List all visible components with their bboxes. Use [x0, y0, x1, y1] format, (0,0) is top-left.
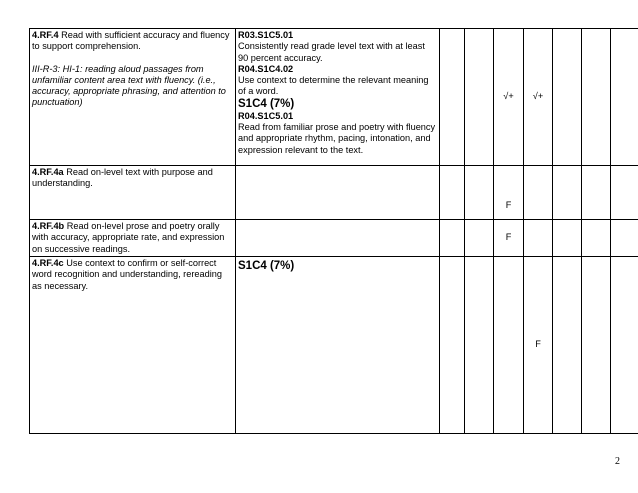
table-row [30, 257, 638, 434]
alignment-text: Read from familiar prose and poetry with fluency and appropriate rhythm, pacing, intonation, and expression relevant to the text. [238, 122, 436, 155]
f-mark: F [505, 232, 512, 243]
mark-cell [465, 29, 494, 166]
mark-cell [494, 257, 524, 434]
mark-cell [524, 257, 553, 434]
standard-cell [30, 29, 236, 166]
alignment-text: Consistently read grade level text with at least 90 percent accuracy. [238, 41, 425, 63]
alignment-code: R04.S1C5.01 [238, 110, 294, 121]
page-number: 2 [615, 456, 620, 467]
table-row [30, 166, 638, 220]
mark-cell [553, 257, 582, 434]
standard-text: Read on-level prose and poetry orally with accuracy, appropriate rate, and expression on successive readings. [32, 221, 225, 254]
mark-cell [465, 220, 494, 257]
mark-cell [494, 29, 524, 166]
standard-code: 4.RF.4c [32, 258, 64, 268]
alignment-code: R03.S1C5.01 [238, 30, 294, 40]
standard-code: 4.RF.4b [32, 221, 65, 231]
mark-cell [440, 29, 465, 166]
table-row [30, 29, 638, 166]
mark-cell [440, 220, 465, 257]
alignment-cell [236, 166, 440, 220]
mark-cell [524, 166, 553, 220]
mark-cell [611, 29, 638, 166]
alignment-text: Use context to determine the relevant meaning of a word. [238, 75, 429, 97]
standard-code: 4.RF.4a [32, 167, 64, 177]
mark-cell [553, 166, 582, 220]
mark-cell [611, 166, 638, 220]
table-row [30, 220, 638, 257]
mark-cell [553, 220, 582, 257]
standard-cell [30, 166, 236, 220]
standard-text: Use context to confirm or self-correct word recognition and understanding, rereading as necessary. [32, 258, 223, 291]
f-mark: F [505, 199, 512, 210]
mark-cell [553, 29, 582, 166]
standard-note: III-R-3: HI-1: reading aloud passages from unfamiliar content area text with fluency. (i.e., accuracy, appropriate phrasing, and attention to punctuation) [32, 63, 226, 108]
strand-label: S1C4 (7%) [238, 97, 295, 110]
standard-text: Read with sufficient accuracy and fluency to support comprehension. [32, 30, 230, 52]
standard-text: Read on-level text with purpose and understanding. [32, 167, 213, 189]
mark-cell [494, 220, 524, 257]
mark-cell [611, 220, 638, 257]
mark-cell [440, 166, 465, 220]
standard-code: 4.RF.4 [32, 30, 59, 40]
mark-cell [611, 257, 638, 434]
standard-cell [30, 220, 236, 257]
mark-cell [524, 220, 553, 257]
mark-cell [582, 257, 611, 434]
alignment-cell [236, 220, 440, 257]
mark-cell [494, 166, 524, 220]
standards-table [29, 28, 638, 434]
mark-cell [582, 166, 611, 220]
alignment-code: R04.S1C4.02 [238, 63, 294, 74]
mark-cell [465, 166, 494, 220]
f-mark: F [535, 339, 541, 350]
strand-label: S1C4 (7%) [238, 260, 295, 272]
mark-cell [582, 29, 611, 166]
mark-cell [465, 257, 494, 434]
standard-cell [30, 257, 236, 434]
check-plus-mark: √+ [532, 91, 544, 102]
mark-cell [582, 220, 611, 257]
check-plus-mark: √+ [503, 91, 514, 102]
mark-cell [440, 257, 465, 434]
mark-cell [524, 29, 553, 166]
alignment-cell [236, 257, 440, 434]
alignment-cell [236, 29, 440, 166]
